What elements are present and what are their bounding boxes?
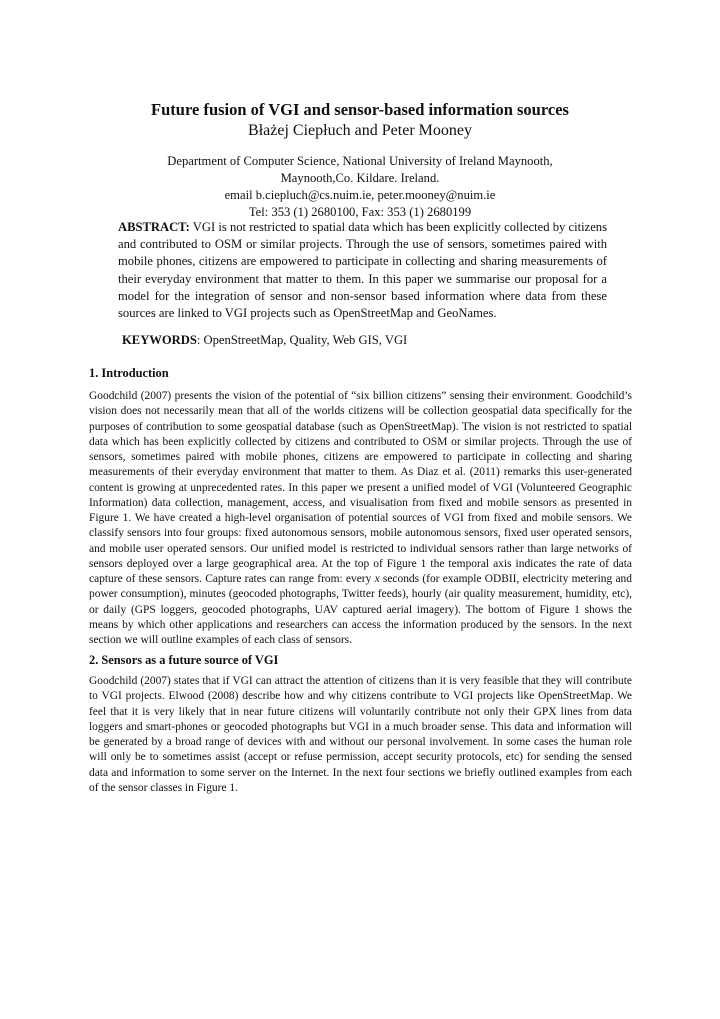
keywords-text: : OpenStreetMap, Quality, Web GIS, VGI [196, 333, 408, 347]
affiliation-department: Department of Computer Science, National University of Ireland Maynooth, [167, 154, 553, 168]
affiliation-phone: Tel: 353 (1) 2680100, Fax: 353 (1) 2680199 [248, 205, 472, 219]
section-1-body [89, 389, 632, 648]
keywords-label: KEYWORDS [122, 333, 197, 347]
affiliation-address: Maynooth,Co. Kildare. Ireland. [280, 171, 440, 185]
keywords-line [122, 332, 602, 349]
section-2-heading: 2. Sensors as a future source of VGI [89, 653, 279, 667]
paper-title: Future fusion of VGI and sensor-based information sources [151, 100, 569, 119]
abstract-text: VGI is not restricted to spatial data which has been explicitly collected by citizens and contributed to OSM or similar projects. Through the use of sensors, sometimes paired with mobile phones, citizens are empowered to participate in collecting and sharing measurements of their everyday environment that matter to them. In this paper we summarise our proposal for a model for the integration of sensor and non-sensor based information where data from these sources are linked to VGI projects such as OpenStreetMap and GeoNames. [118, 220, 607, 321]
section-1-heading: 1. Introduction [89, 366, 169, 380]
section-1-italic-x: x [374, 573, 380, 585]
abstract-label: ABSTRACT: [118, 220, 190, 234]
paper-authors: Błażej Ciepłuch and Peter Mooney [248, 122, 472, 139]
section-1-text-a: Goodchild (2007) presents the vision of the potential of “six billion citizens” sensing their environment. Goodchild’s vision does not necessarily mean that all of the worlds citizens will be collection geospatial data specifically for the purposes of contribution to some geospatial database (such as OpenStreetMap). The vision is not restricted to spatial data which has been explicitly collected by citizens and contributed to OSM or similar projects. Through the use of sensors, sometimes paired with mobile phones, citizens are empowered to participate in collecting and sharing measurements of their everyday environment that matter to them. As Diaz et al. (2011) remarks this user-generated content is growing at unprecedented rates. In this paper we present a unified model of VGI (Volunteered Geographic Information) data collection, management, access, and visualisation from fixed and mobile sensors as presented in Figure 1. We have created a high-level organisation of potential sources of VGI from fixed and mobile sensors. We classify sensors into four groups: fixed autonomous sensors, mobile autonomous sensors, fixed user operated sensors, and mobile user operated sensors. Our unified model is restricted to individual sensors rather than large networks of sensors deployed over a large geographical area. At the top of Figure 1 the temporal axis indicates the rate of data capture of these sensors. Capture rates can range from: every [89, 390, 632, 585]
section-2-body: Goodchild (2007) states that if VGI can attract the attention of citizens than it is very feasible that they will contribute to VGI projects. Elwood (2008) describe how and why citizens contribute to VGI projects like OpenStreetMap. We feel that it is very likely that in near future citizens will voluntarily contribute not only their GPX lines from data loggers and smart-phones or geocoded photographs but VGI in a much broader sense. This data and information will be generated by a broad range of devices with and without our personal involvement. In some cases the human role will only be to sometimes assist (accept or refuse permission, accept security protocols, etc) for sending the sensed data and information to some server on the Internet. In the next four sections we briefly outlined examples from each of the sensor classes in Figure 1. [89, 675, 632, 794]
affiliation-block [0, 153, 720, 221]
affiliation-email: email b.ciepluch@cs.nuim.ie, peter.mooney@nuim.ie [224, 188, 496, 202]
abstract-paragraph [118, 219, 607, 322]
section-1-text-b: seconds (for example ODBII, electricity metering and power consumption), minutes (geocoded photographs, Twitter feeds), hourly (air quality measurement, humidity, etc), or daily (GPS loggers, geocoded photographs, UAV captured aerial imagery). The bottom of Figure 1 shows the means by which other applications and researchers can access the information produced by the sensors. In the next section we will outline examples of each class of sensors. [89, 573, 632, 646]
